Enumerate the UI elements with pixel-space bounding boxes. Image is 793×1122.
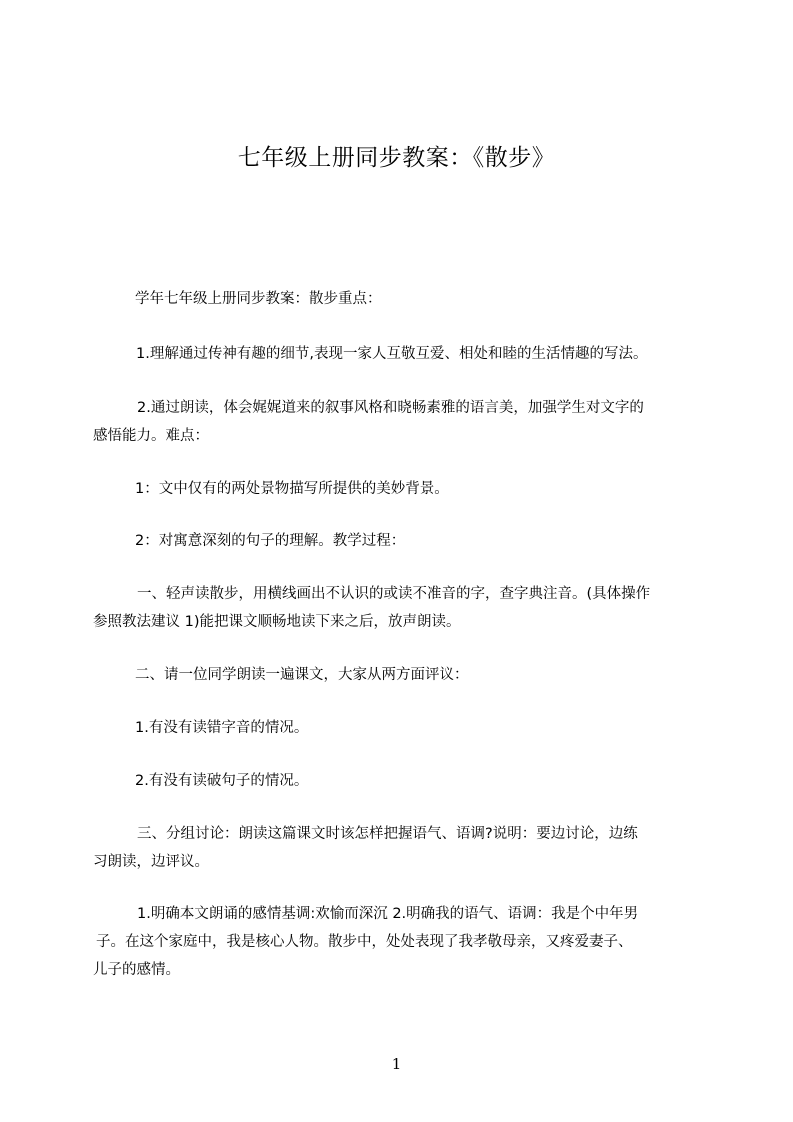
text-line: 感悟能力。难点： [93,428,209,444]
text-line: 参照教法建议 1)能把课文顺畅地读下来之后，放声朗读。 [93,614,461,630]
text-line: 1.明确本文朗诵的感情基调:欢愉而深沉 2.明确我的语气、语调：我是个中年男 [137,906,639,922]
text-line: 2.有没有读破句子的情况。 [135,773,309,789]
text-line: 二、请一位同学朗读一遍课文，大家从两方面评议： [135,667,469,683]
text-line: 1：文中仅有的两处景物描写所提供的美妙背景。 [135,481,449,497]
document-title: 七年级上册同步教案：《散步》 [237,145,556,171]
text-line: 学年七年级上册同步教案：散步重点： [135,291,382,307]
text-line: 习朗读，边评议。 [93,854,209,870]
text-line: 三、分组讨论：朗读这篇课文时该怎样把握语气、语调?说明：要边讨论，边练 [137,826,638,842]
text-line: 儿子的感情。 [93,962,180,978]
page-number: 1 [391,1055,402,1073]
text-line: 子。在这个家庭中，我是核心人物。散步中，处处表现了我孝敬母亲，又疼爱妻子、 [96,934,633,950]
text-line: 1.有没有读错字音的情况。 [135,720,309,736]
text-line: 1.理解通过传神有趣的细节,表现一家人互敬互爱、相处和睦的生活情趣的写法。 [136,346,648,362]
text-line: 2.通过朗读，体会娓娓道来的叙事风格和晓畅素雅的语言美，加强学生对文字的 [137,400,644,416]
text-line: 一、轻声读散步，用横线画出不认识的或读不准音的字，查字典注音。(具体操作 [137,586,651,602]
text-line: 2：对寓意深刻的句子的理解。教学过程： [135,533,406,549]
